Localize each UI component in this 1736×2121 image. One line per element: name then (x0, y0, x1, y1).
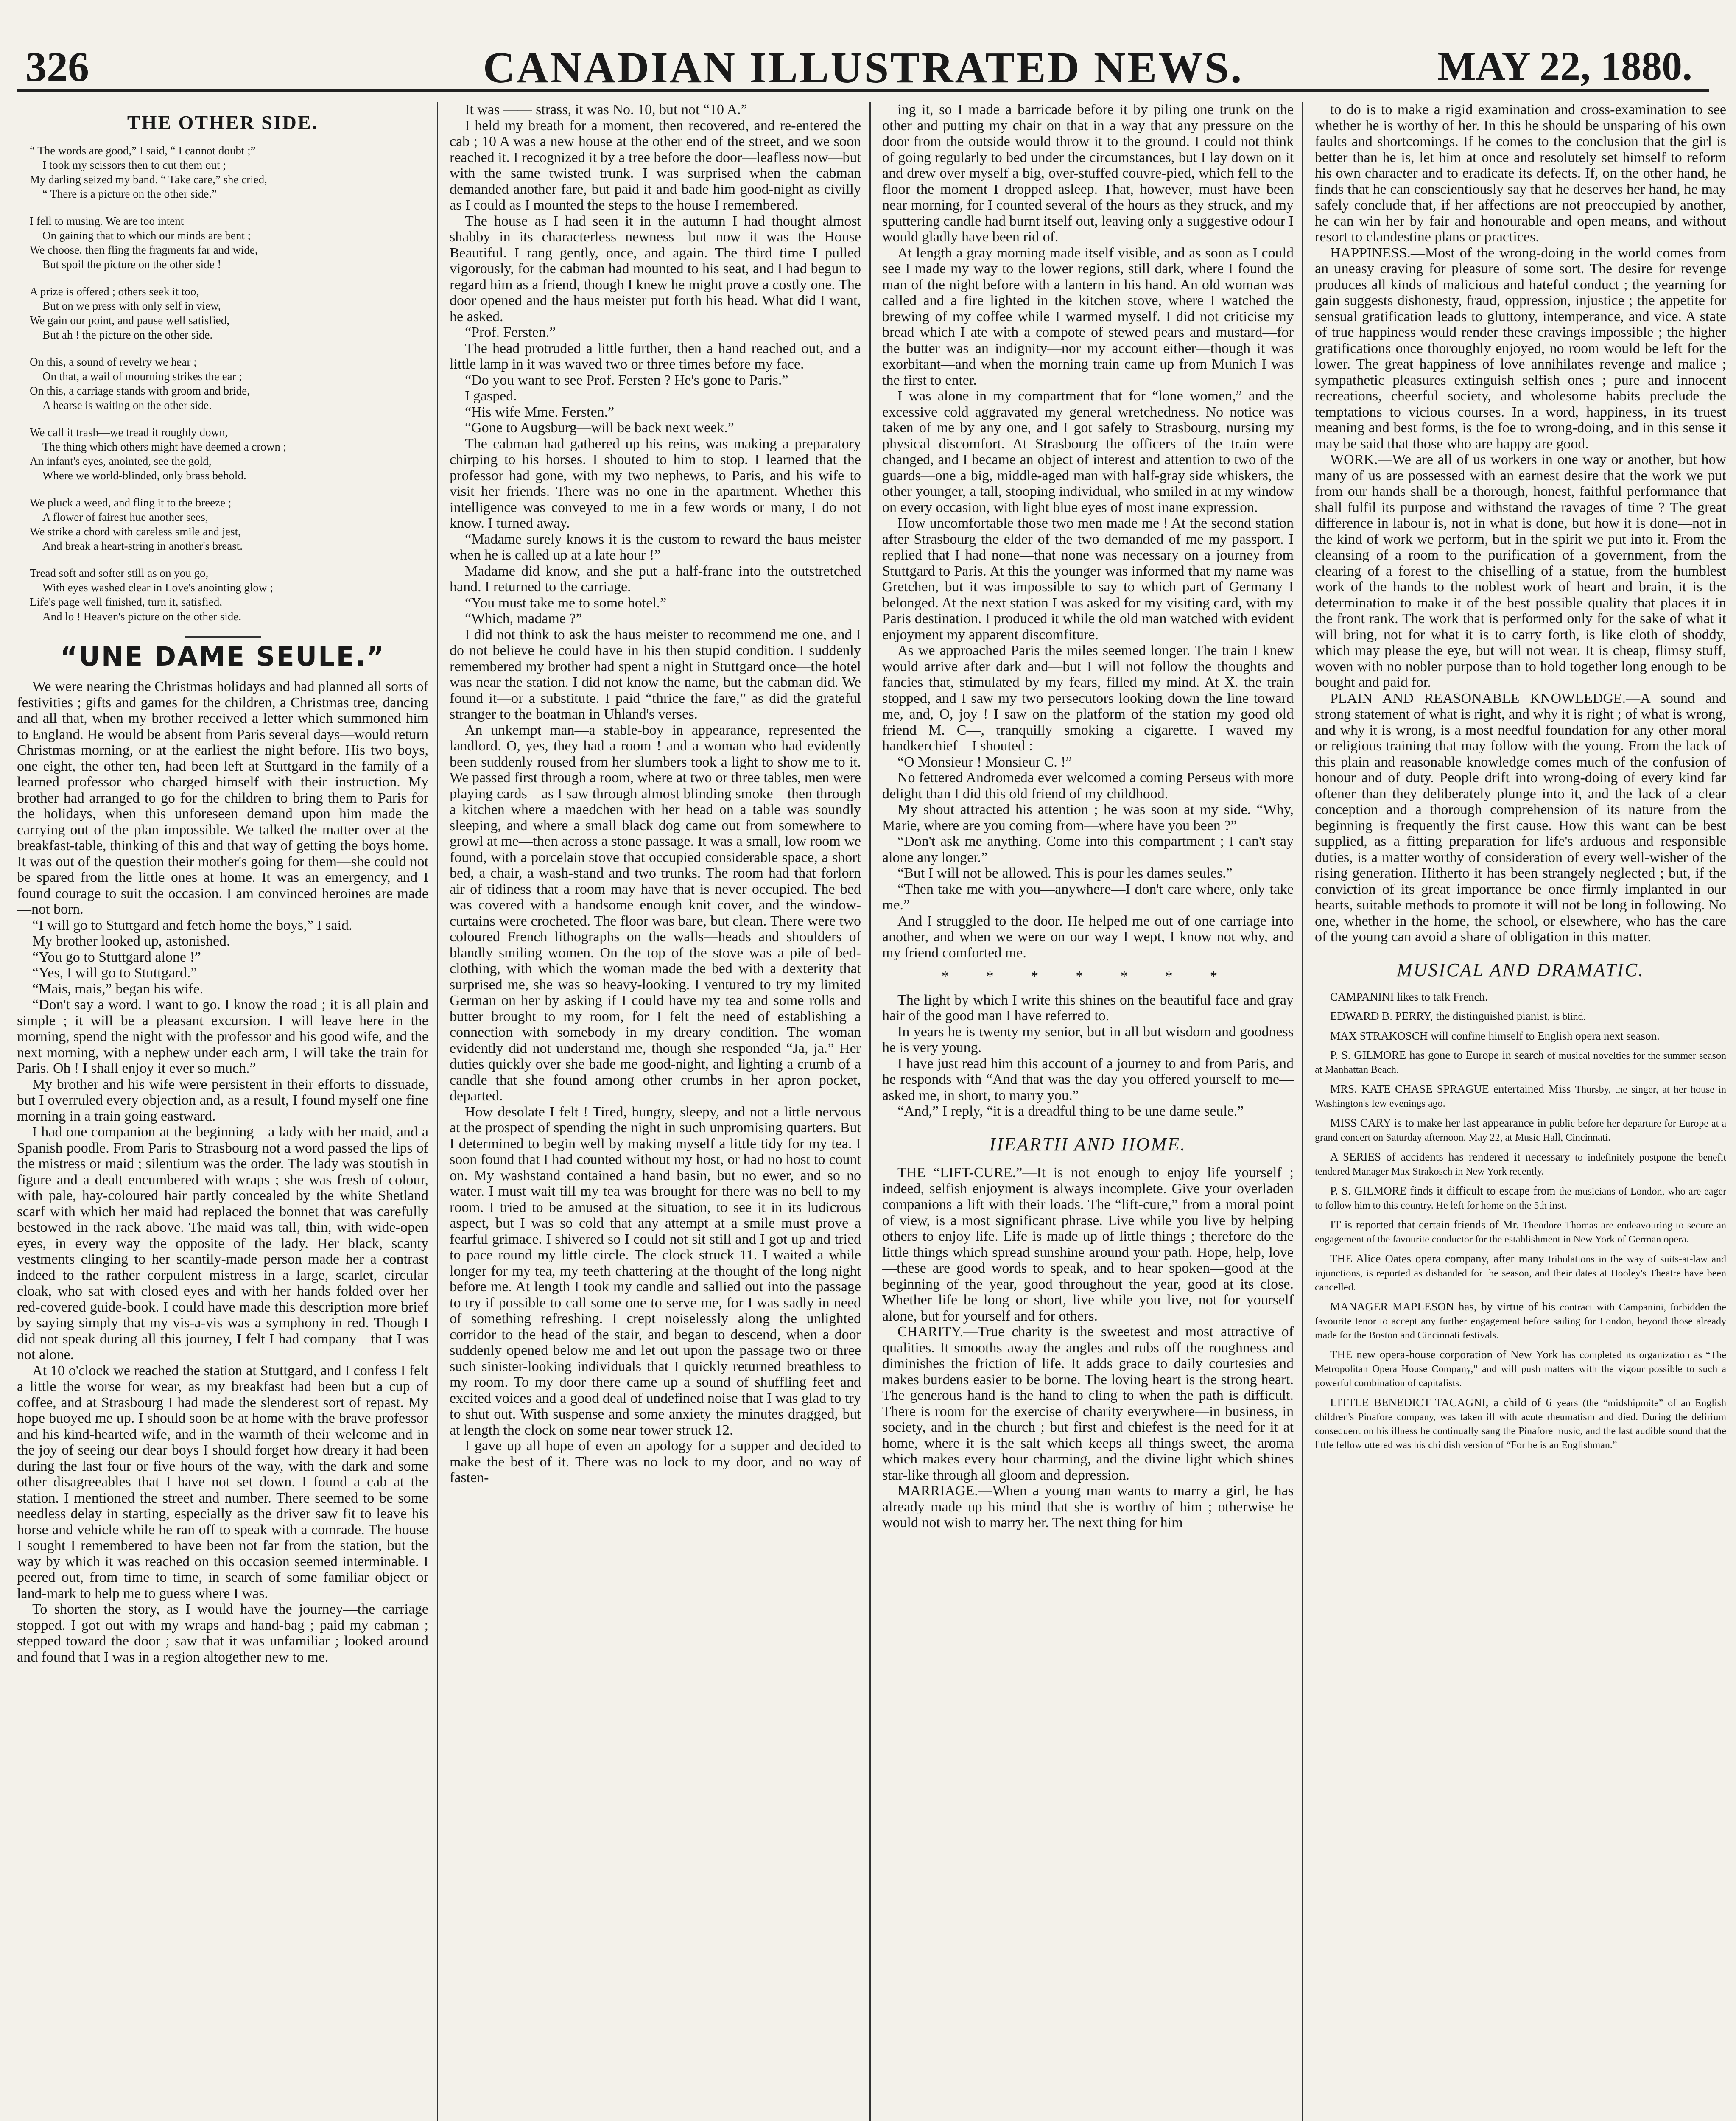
paragraph: HAPPINESS.—Most of the wrong-doing in the world comes from an uneasy craving for pleasure of some sort. The desire for revenge produces all kinds of malicious and hateful conduct ; the yearning for gain suggests dishonesty, fraud, oppression, injustice ; the appetite for sensual gratification leads to gluttony, intemperance, and vice. A state of true happiness would render these cravings impossible ; the higher gratifications once thoroughly enjoyed, no room would be left for the lower. The great happiness of love annihilates revenge and malice ; sympathetic pleasures extinguish selfish ones ; pure and innocent recreations, cheerful society, and wholesome habits preclude the temptations to vicious courses. In a word, happiness, in its truest meaning and best forms, is the foe to wrong-doing, and in this sense it may be said that those who are happy are good. (1315, 245, 1726, 452)
poem-line: Life's page well finished, turn it, satisfied, (30, 595, 223, 608)
news-item-detail: to indefinitely postpone the benefit tendered Manager Max Strakosch in New York recently. (1315, 1152, 1726, 1177)
news-item-lead: P. S. GILMORE has gone to Europe in search (1330, 1049, 1544, 1061)
paragraph: “You must take me to some hotel.” (465, 595, 667, 611)
paragraph: “Then take me with you—anywhere—I don't care where, only take me.” (882, 881, 1294, 913)
column-1 (17, 102, 428, 2121)
paragraph: We were nearing the Christmas holidays and had planned all sorts of festivities ; gifts and games for the children, a Christmas tree, dancing and all that, when my brother received a letter which summoned him to England. He would be absent from Paris several days—would return Christmas morning, or at the earliest the night before. His two boys, one eight, the other ten, had been left at Stuttgard in the family of a learned professor who charged himself with their instruction. My brother had arranged to go for the children to bring them to Paris for the holidays, when this unforeseen demand upon him made the carrying out of the plan impossible. We talked the matter over at the breakfast-table, thinking of this and that way of getting the boys home. It was out of the question their mother's going for them—she could not be spared from the little ones at home. It was an emergency, and I found courage to suit the occasion. I am convinced heroines are made—not born. (17, 679, 428, 917)
hearth-home-text-part-1 (882, 1165, 1294, 1531)
paragraph: I have just read him this account of a journey to and from Paris, and he responds with “And that was the day you offered yourself to me—asked me, in short, to marry you.” (882, 1055, 1294, 1103)
poem-stanza (30, 284, 428, 342)
poem-stanza (30, 425, 428, 483)
column-3 (882, 102, 1294, 2121)
hearth-home-text-part-2 (1315, 102, 1726, 945)
poem-line: “ The words are good,” I said, “ I cannot doubt ;” (30, 144, 256, 157)
news-item-lead: CAMPANINI likes to talk French. (1330, 991, 1488, 1003)
news-item-lead: EDWARD B. PERRY, the distinguished pianist, (1330, 1010, 1550, 1022)
poem-line: We pluck a weed, and fling it to the breeze ; (30, 496, 232, 509)
paragraph: At length a gray morning made itself visible, and as soon as I could see I made my way to the lower regions, still dark, where I found the man of the night before with a lantern in his hand. An old woman was called and a fire lighted in the kitchen stove, where I watched the brewing of my coffee while I warmed myself. I did not criticise my bread which I ate with a compote of stewed pears and mustard—for the butter was an indignity—nor my account either—though it was exorbitant—and when the morning train came up from Munich I was the first to enter. (882, 245, 1294, 388)
section-stars: * * * * * * * (942, 968, 1234, 984)
poem-stanza (30, 566, 428, 624)
column-rule (437, 102, 438, 2121)
paragraph: PLAIN AND REASONABLE KNOWLEDGE.—A sound and strong statement of what is right, and why it is right ; of what is wrong, and why it is wrong, is a most needful foundation for any other moral or religious training that may follow with the young. From the lack of this plain and reasonable knowledge comes much of the confusion of honour and of duty. People drift into wrong-doing of every kind far oftener than they deliberately plunge into it, and the lack of a clear conception and a thorough comprehension of its nature from the beginning is frequently the first cause. How this want can be best supplied, as a fitting preparation for life's arduous and responsible duties, is a matter worthy of consideration of every well-wisher of the rising generation. Hitherto it has been strangely neglected ; but, if the conviction of its great importance be once firmly implanted in our hearts, suitable methods to promote it will not be long in following. No one, whether in the home, the school, or elsewhere, who has the care of the young can avoid a share of obligation in this matter. (1315, 690, 1726, 945)
poem-line: A hearse is waiting on the other side. (42, 398, 212, 411)
poem-line: But on we press with only self in view, (42, 299, 221, 312)
news-item-lead: MAX STRAKOSCH will confine himself to English opera next season. (1330, 1030, 1660, 1042)
paragraph: My brother and his wife were persistent in their efforts to dissuade, but I overruled every objection and, as a result, I found myself one fine morning in a train going eastward. (17, 1076, 428, 1124)
paragraph: It was —— strass, it was No. 10, but not “10 A.” (465, 102, 747, 118)
poem-line: We call it trash—we tread it roughly down, (30, 425, 228, 439)
issue-date: MAY 22, 1880. (1437, 43, 1692, 89)
poem-stanza (30, 495, 428, 553)
paragraph: I gasped. (465, 388, 517, 404)
poem-line: But ah ! the picture on the other side. (42, 328, 213, 341)
paragraph: “Yes, I will go to Stuttgard.” (32, 965, 197, 981)
poem-body (17, 143, 428, 624)
news-item-detail: contract with Campanini, forbidden the favourite tenor to accept any further engagement before sailing for London, beyond those already made for the Boston and Cincinnati festivals. (1315, 1302, 1726, 1341)
paragraph: “Don't ask me anything. Come into this compartment ; I can't stay alone any longer.” (882, 834, 1294, 865)
paragraph: “Don't say a word. I want to go. I know the road ; it is all plain and simple ; it will be a pleasant excursion. I will leave here in the morning, spend the night with the professor and his good wife, and the next morning, with a nephew under each arm, I will take the train for Paris. Oh ! I shall enjoy it ever so much.” (17, 997, 428, 1076)
hearth-home-title: HEARTH AND HOME. (990, 1133, 1186, 1155)
paragraph: The light by which I write this shines on the beautiful face and gray hair of the good man I have referred to. (882, 992, 1294, 1024)
poem-line: An infant's eyes, anointed, see the gold, (30, 454, 212, 467)
page-header (17, 25, 1709, 92)
divider (185, 636, 261, 638)
poem-line: “ There is a picture on the other side.” (42, 187, 217, 200)
paragraph: As we approached Paris the miles seemed longer. The train I knew would arrive after dark and—but I will not follow the thoughts and fancies that, stimulated by my fears, filled my mind. At X. the train stopped, and I saw my two persecutors looking down the line toward me, and, O, joy ! I saw on the platform of the station my good old friend M. C—, tranquilly smoking a cigarette. I waved my handkerchief—I shouted : (882, 643, 1294, 754)
paragraph: I gave up all hope of even an apology for a supper and decided to make the best of it. There was no lock to my door, and no way of fasten- (450, 1438, 861, 1486)
news-item-detail: years (the “midshipmite” of an English children's Pinafore company, was taken ill with acute rheumatism and died. During the delirium consequent on his illness he continually sang the Pinafore music, and the last audible sound that the little fellow uttered was his childish version of “For he is an Englishman.” (1315, 1398, 1726, 1451)
poem-line: I took my scissors then to cut them out ; (42, 158, 226, 171)
news-item-lead: THE Alice Oates opera company, after many (1330, 1252, 1544, 1265)
paragraph: I did not think to ask the haus meister to recommend me one, and I do not believe he could have in his then stupid condition. I suddenly remembered my brother had spent a night in Stuttgard once—the hotel was near the station. I did not know the name, but the cabman did. We found it—or a substitute. I paid “thrice the fare,” as did the grateful stranger to the boatman in Uhland's verses. (450, 627, 861, 722)
paragraph: No fettered Andromeda ever welcomed a coming Perseus with more delight than I did this old friend of my childhood. (882, 770, 1294, 802)
news-item (1315, 1348, 1726, 1390)
paragraph: “I will go to Stuttgard and fetch home the boys,” I said. (32, 917, 352, 933)
poem-line: We choose, then fling the fragments far and wide, (30, 243, 258, 256)
paragraph: My shout attracted his attention ; he was soon at my side. “Why, Marie, where are you coming from—where have you been ?” (882, 802, 1294, 834)
paragraph: The cabman had gathered up his reins, was making a preparatory chirping to his horses. I shouted to him to stop. I learned that the professor had gone, with my two nephews, to Paris, and his wife to visit her friends. There was no one in the apartment. Whether this intelligence was conveyed to me in a few words or many, I do not know. I turned away. (450, 436, 861, 531)
paragraph: I was alone in my compartment that for “lone women,” and the excessive cold aggravated my general wretchedness. No notice was taken of me by any one, and I got safely to Strasbourg, nursing my physical discomfort. At Strasbourg the officers of the train were changed, and I became an object of interest and attention to two of the guards—one a big, middle-aged man with half-gray side whiskers, the other younger, a tall, stooping individual, who smiled in at my window on every occasion, with light blue eyes of most inane expression. (882, 388, 1294, 515)
paragraph: “Gone to Augsburg—will be back next week.” (465, 420, 734, 436)
paragraph: In years he is twenty my senior, but in all but wisdom and goodness he is very young. (882, 1024, 1294, 1055)
story-title: “UNE DAME SEULE.” (60, 641, 386, 672)
paragraph: WORK.—We are all of us workers in one way or another, but how many of us are possessed with an earnest desire that the work we put from our hands shall be a thorough, honest, faithful performance that shall fulfil its purpose and withstand the ravages of time ? The great difference in labour is, not in what is done, but how it is done—not in the kind of work we perform, but in the spirit we put into it. From the cleansing of a room to the purification of a government, from the clearing of a forest to the chiselling of a statue, from the humblest work of the hands to the noblest work of heart and brain, it is the determination to make it of the best possible quality that places it in the front rank. The work that is performed only for the sake of what it will bring, not for what it is to carry forth, is like cloth of shoddy, which may please the eye, but will not wear. It is cheap, flimsy stuff, woven with no nobler purpose than to hold together long enough to be bought and paid for. (1315, 452, 1726, 690)
poem-line: The thing which others might have deemed a crown ; (42, 440, 287, 453)
poem-line: But spoil the picture on the other side ! (42, 257, 221, 271)
story-text-part-3 (882, 102, 1294, 961)
column-4 (1315, 102, 1726, 2121)
paragraph: THE “LIFT-CURE.”—It is not enough to enjoy life yourself ; indeed, selfish enjoyment is always incomplete. Give your overladen companions a lift with their loads. The “lift-cure,” from a moral point of view, is a most significant phrase. Live while you live by helping others to enjoy life. Life is made up of little things ; therefore do the little things which spread sunshine around your path. Hope, help, love—these are good words to speak, and to hear spoken—good at the beginning of the year, good throughout the year, good at its close. Whether life be long or short, live while you live, not for yourself alone, but for yourself and for others. (882, 1165, 1294, 1324)
news-item (1315, 1010, 1726, 1024)
news-item-lead: MANAGER MAPLESON has, by virtue of his (1330, 1300, 1556, 1313)
news-item-detail: public before her departure for Europe at a grand concert on Saturday afternoon, May 22, at Music Hall, Cincinnati. (1315, 1118, 1726, 1143)
musical-dramatic-notes (1315, 991, 1726, 1452)
news-item (1315, 1396, 1726, 1452)
poem-line: I fell to musing. We are too intent (30, 214, 184, 227)
paragraph: The house as I had seen it in the autumn I had thought almost shabby in its characterless newness—but now it was the House Beautiful. I rang gently, once, and again. The third time I pulled vigorously, for the cabman had mounted to his seat, and I had begun to regard him as a friend, though I knew he might prove a costly one. The door opened and the haus meister put forth his head. What did I want, he asked. (450, 213, 861, 325)
paragraph: At 10 o'clock we reached the station at Stuttgard, and I confess I felt a little the worse for wear, as my breakfast had been but a cup of coffee, and at Strasbourg I had made the slenderest sort of repast. My hope buoyed me up. I should soon be at home with the brave professor and his kind-hearted wife, and in the warmth of their welcome and in the joy of seeing our dear boys I should forget how dreary it had been during the last four or five hours of the way, with the dark and some other disagreeables that I have not set down. I found a cab at the station. I mentioned the street and number. There seemed to be some needless delay in starting, especially as the driver saw fit to leave his horse and vehicle while he ran off to speak with a comrade. The house I sought I remembered to have been not far from the station, but the way by which it was reached on this occasion seemed interminable. I peered out, from time to time, in search of some familiar object or land-mark to help me to guess where I was. (17, 1363, 428, 1601)
paragraph: ing it, so I made a barricade before it by piling one trunk on the other and putting my chair on that in a way that any pressure on the door from the outside would throw it to the ground. I could not think of going regularly to bed under the circumstances, but I lay down on it and drew over myself a big, over-stuffed couvre-pied, which fell to the floor the moment I dropped asleep. That, however, must have been near morning, for I counted several of the hours as they struck, and my sputtering candle had burnt itself out, leaving only a suggestive odour I would gladly have been rid of. (882, 102, 1294, 245)
musical-dramatic-title: MUSICAL AND DRAMATIC. (1396, 959, 1645, 980)
paragraph: “And,” I reply, “it is a dreadful thing to be une dame seule.” (897, 1103, 1244, 1119)
poem-title: THE OTHER SIDE. (127, 112, 319, 133)
news-item-lead: MISS CARY is to make her last appearance in (1330, 1116, 1546, 1129)
news-item-detail: Theodore Thomas are endeavouring to secure an engagement of the favourite conductor for the establishment in New York of German opera. (1315, 1220, 1726, 1245)
news-item-lead: P. S. GILMORE finds it difficult to escape from (1330, 1184, 1556, 1197)
poem-stanza (30, 355, 428, 412)
poem-line: We gain our point, and pause well satisfied, (30, 313, 229, 327)
news-item (1315, 1150, 1726, 1178)
paragraph: “His wife Mme. Fersten.” (465, 404, 615, 420)
poem-line: Where we world-blinded, only brass behold. (42, 469, 246, 482)
poem-line: My darling seized my band. “ Take care,” she cried, (30, 173, 267, 186)
paragraph: How uncomfortable those two men made me ! At the second station after Strasbourg the elder of the two demanded of me my passport. I replied that I had none—that none was necessary on a journey from Stuttgard to Paris. At this the younger was informed that my name was Gretchen, but it was impossible to say to which part of Germany I belonged. At the next station I was asked for my visiting card, with my Paris destination. I produced it while the old man watched with evident enjoyment my apparent discomfiture. (882, 515, 1294, 643)
poem-stanza (30, 143, 428, 201)
paragraph: “Which, madame ?” (465, 611, 582, 627)
story-epilogue (882, 992, 1294, 1119)
paragraph: An unkempt man—a stable-boy in appearance, represented the landlord. O, yes, they had a room ! and a woman who had evidently been suddenly roused from her slumbers took a light to show me to it. We passed first through a room, where at two or three tables, men were playing cards—as I saw through almost blinding smoke—then through a kitchen where a maedchen with her head on a table was soundly sleeping, and where a small black dog came out from somewhere to growl at me—then across a stone passage. It was a small, low room we found, with a porcelain stove that occupied considerable space, a short bed, a chair, a wash-stand and two trunks. The room had that forlorn air of tidiness that a room may have that is never occupied. The bed was covered with a handsome enough knit cover, and the window-curtains were crocheted. The floor was bare, but clean. There were two coloured French lithographs on the walls—heads and shoulders of blandly smiling women. On the top of the stove was a pile of bed-clothing, with which the woman made the bed with a dexterity that surprised me, she was so heavy-looking. I ventured to try my limited German on her by asking if I could have my tea and some rolls and butter brought to my room, for I felt the need of establishing a connection with somebody in my dreary condition. The woman evidently did not understand me, though she responded “Ja, ja.” Her duties quickly over she bade me good-night, and lighting a crumb of a candle that she found among other crumbs in her apron pocket, departed. (450, 722, 861, 1104)
paragraph: CHARITY.—True charity is the sweetest and most attractive of qualities. It smooths away the angles and rubs off the roughness and diminishes the friction of life. It adds grace to daily courtesies and makes burdens easier to be borne. The loving heart is the strong heart. The generous hand is the hand to cling to when the path is difficult. There is room for the exercise of charity everywhere—in business, in society, and in the church ; but first and chiefest is the need for it at home, where it is the salt which keeps all things sweet, the aroma which makes every hour charming, and the divine light which shines star-like through all gloom and depression. (882, 1324, 1294, 1483)
news-item (1315, 1083, 1726, 1111)
news-item-lead: A SERIES of accidents has rendered it necessary (1330, 1150, 1570, 1163)
story-text-part-1 (17, 679, 428, 1665)
paragraph: “But I will not be allowed. This is pour les dames seules.” (897, 865, 1233, 881)
poem-line: On that, a wail of mourning strikes the ear ; (42, 369, 242, 383)
news-item-detail: is blind. (1553, 1011, 1586, 1022)
news-item (1315, 991, 1726, 1004)
paragraph: “Madame surely knows it is the custom to reward the haus meister when he is called up at a late hour !” (450, 531, 861, 563)
news-item (1315, 1218, 1726, 1246)
news-item (1315, 1030, 1726, 1043)
news-item (1315, 1300, 1726, 1342)
news-item (1315, 1116, 1726, 1144)
poem-line: And lo ! Heaven's picture on the other side. (42, 610, 241, 623)
paragraph: Madame did know, and she put a half-franc into the outstretched hand. I returned to the carriage. (450, 563, 861, 595)
poem-line: We strike a chord with careless smile and jest, (30, 525, 241, 538)
paragraph: “Mais, mais,” began his wife. (32, 981, 204, 997)
paragraph: to do is to make a rigid examination and cross-examination to see whether he is worthy of her. In this he should be unsparing of his own faults and shortcomings. If he comes to the conclusion that the girl is better than he is, let him at once and resolutely set himself to reform his own character and to eradicate its defects. If, on the other hand, he finds that he can conscientiously say that he deserves her hand, he may safely conclude that, if her affections are not preoccupied by another, he can win her by fair and honourable and open means, and without resort to clandestine plans or practices. (1315, 102, 1726, 245)
column-rule (869, 102, 871, 2121)
paragraph: How desolate I felt ! Tired, hungry, sleepy, and not a little nervous at the prospect of spending the night in such unpromising quarters. But I determined to begin well by making myself a little tidy for my tea. I soon found that I had counted without my host, or had no host to count on. My washstand contained a hand basin, but no ewer, and so no water. I must wait till my tea was brought for there was no bell to my room. I tried to be amused at the situation, to see it in its ludicrous aspect, but I was so cold that any attempt at a smile must prove a fearful grimace. I shivered so I could not sit still and I got up and tried to pace round my little circle. The clock struck 11. I waited a while longer for my tea, my teeth chattering at the thought of the long night before me. At length I took my candle and sallied out into the passage to try if possible to call some one to serve me, for I was sadly in need of something refreshing. I crept noiselessly along the unlighted corridor to the head of the stair, and began to descend, when a door suddenly opened below me and let out upon the passage two or three such sinister-looking individuals that I quickly returned breathless to my room. To my door there came up a sound of shuffling feet and excited voices and a good deal of undefined noise that I was glad to try to shut out. With suspense and some anxiety the minutes dragged, but at length the clock on some near tower struck 12. (450, 1104, 861, 1438)
news-item-lead: IT is reported that certain friends of Mr. (1330, 1218, 1519, 1231)
paragraph: MARRIAGE.—When a young man wants to marry a girl, he has already made up his mind that she is worthy of him ; otherwise he would not wish to marry her. The next thing for him (882, 1483, 1294, 1531)
poem-line: With eyes washed clear in Love's anointing glow ; (42, 581, 273, 594)
poem-line: Tread soft and softer still as on you go, (30, 566, 209, 579)
poem-line: And break a heart-string in another's breast. (42, 539, 243, 552)
news-item-detail: of musical novelties for the summer season at Manhattan Beach. (1315, 1050, 1726, 1075)
news-item-lead: THE new opera-house corporation of New York (1330, 1348, 1558, 1361)
paragraph: “O Monsieur ! Monsieur C. !” (897, 754, 1072, 770)
news-item (1315, 1184, 1726, 1212)
paragraph: My brother looked up, astonished. (32, 933, 230, 949)
news-item-detail: Thursby, the singer, at her house in Washington's few evenings ago. (1315, 1084, 1726, 1109)
paragraph: The head protruded a little further, then a hand reached out, and a little lamp in it was waved two or three times before my face. (450, 340, 861, 372)
news-item-detail: tribulations in the way of suits-at-law and injunctions, is reported as disbanded for the season, and their dates at Hooley's Theatre have been cancelled. (1315, 1254, 1726, 1293)
poem-line: On this, a sound of revelry we hear ; (30, 355, 197, 368)
story-text-part-2 (450, 102, 861, 1486)
news-item-lead: LITTLE BENEDICT TACAGNI, a child of 6 (1330, 1396, 1552, 1409)
column-2 (450, 102, 861, 2121)
paragraph: I held my breath for a moment, then recovered, and re-entered the cab ; 10 A was a new house at the other end of the street, and we soon reached it. I recognized it by a tree before the door—leafless now—but with the same twisted trunk. I was surprised when the cabman demanded another fare, but paid it and bade him good-night as civilly as I could as I mounted the steps to the house I remembered. (450, 118, 861, 213)
paragraph: “Do you want to see Prof. Fersten ? He's gone to Paris.” (465, 372, 788, 388)
news-item-detail: has completed its organization as “The Metropolitan Opera House Company,” and will push matters with the vigour possible to such a powerful combination of capitalists. (1315, 1350, 1726, 1389)
paragraph: “You go to Stuttgard alone !” (32, 949, 201, 965)
news-item (1315, 1252, 1726, 1294)
news-item-detail: the musicians of London, who are eager to follow him to this country. He left for home on the 5th inst. (1315, 1186, 1726, 1211)
paragraph: And I struggled to the door. He helped me out of one carriage into another, and when we were on our way I wept, I know not why, and my friend comforted me. (882, 913, 1294, 961)
paragraph: To shorten the story, as I would have the journey—the carriage stopped. I got out with my wraps and hand-bag ; paid my cabman ; stepped toward the door ; saw that it was unfamiliar ; looked around and found that I was in a region altogether new to me. (17, 1601, 428, 1665)
paragraph: “Prof. Fersten.” (465, 325, 556, 340)
page-number: 326 (25, 43, 89, 90)
poem-line: On gaining that to which our minds are bent ; (42, 229, 251, 242)
column-rule (1302, 102, 1303, 2121)
paragraph: I had one companion at the beginning—a lady with her maid, and a Spanish poodle. From Paris to Strasbourg not a word passed the lips of the mistress or maid ; silentium was the order. The lady was stoutish in figure and a dealt encumbered with wraps ; she was fresh of colour, with pale, hay-coloured hair partly concealed by the white Shetland scarf with which her maid had replaced the bonnet that was carefully bestowed in the rack above. The maid was tall, thin, with wide-open eyes, in every way the opposite of the lady. Her black, scanty vestments clinging to her scantily-made person made her a contrast indeed to the rather corpulent mistress in a large, scarlet, circular cloak, who sat with closed eyes and with her hands folded over her red-covered guide-book. I could have made this description more brief by saying simply that my vis-a-vis was a symphony in red. Though I did not speak during all this journey, I felt I had company—that I was not alone. (17, 1124, 428, 1363)
poem-line: A prize is offered ; others seek it too, (30, 285, 199, 298)
poem-line: A flower of fairest hue another sees, (42, 510, 208, 523)
news-item-lead: MRS. KATE CHASE SPRAGUE entertained Miss (1330, 1083, 1571, 1095)
poem-line: On this, a carriage stands with groom and bride, (30, 384, 250, 397)
publication-title: CANADIAN ILLUSTRATED NEWS. (483, 43, 1244, 92)
poem-stanza (30, 214, 428, 271)
news-item (1315, 1049, 1726, 1077)
